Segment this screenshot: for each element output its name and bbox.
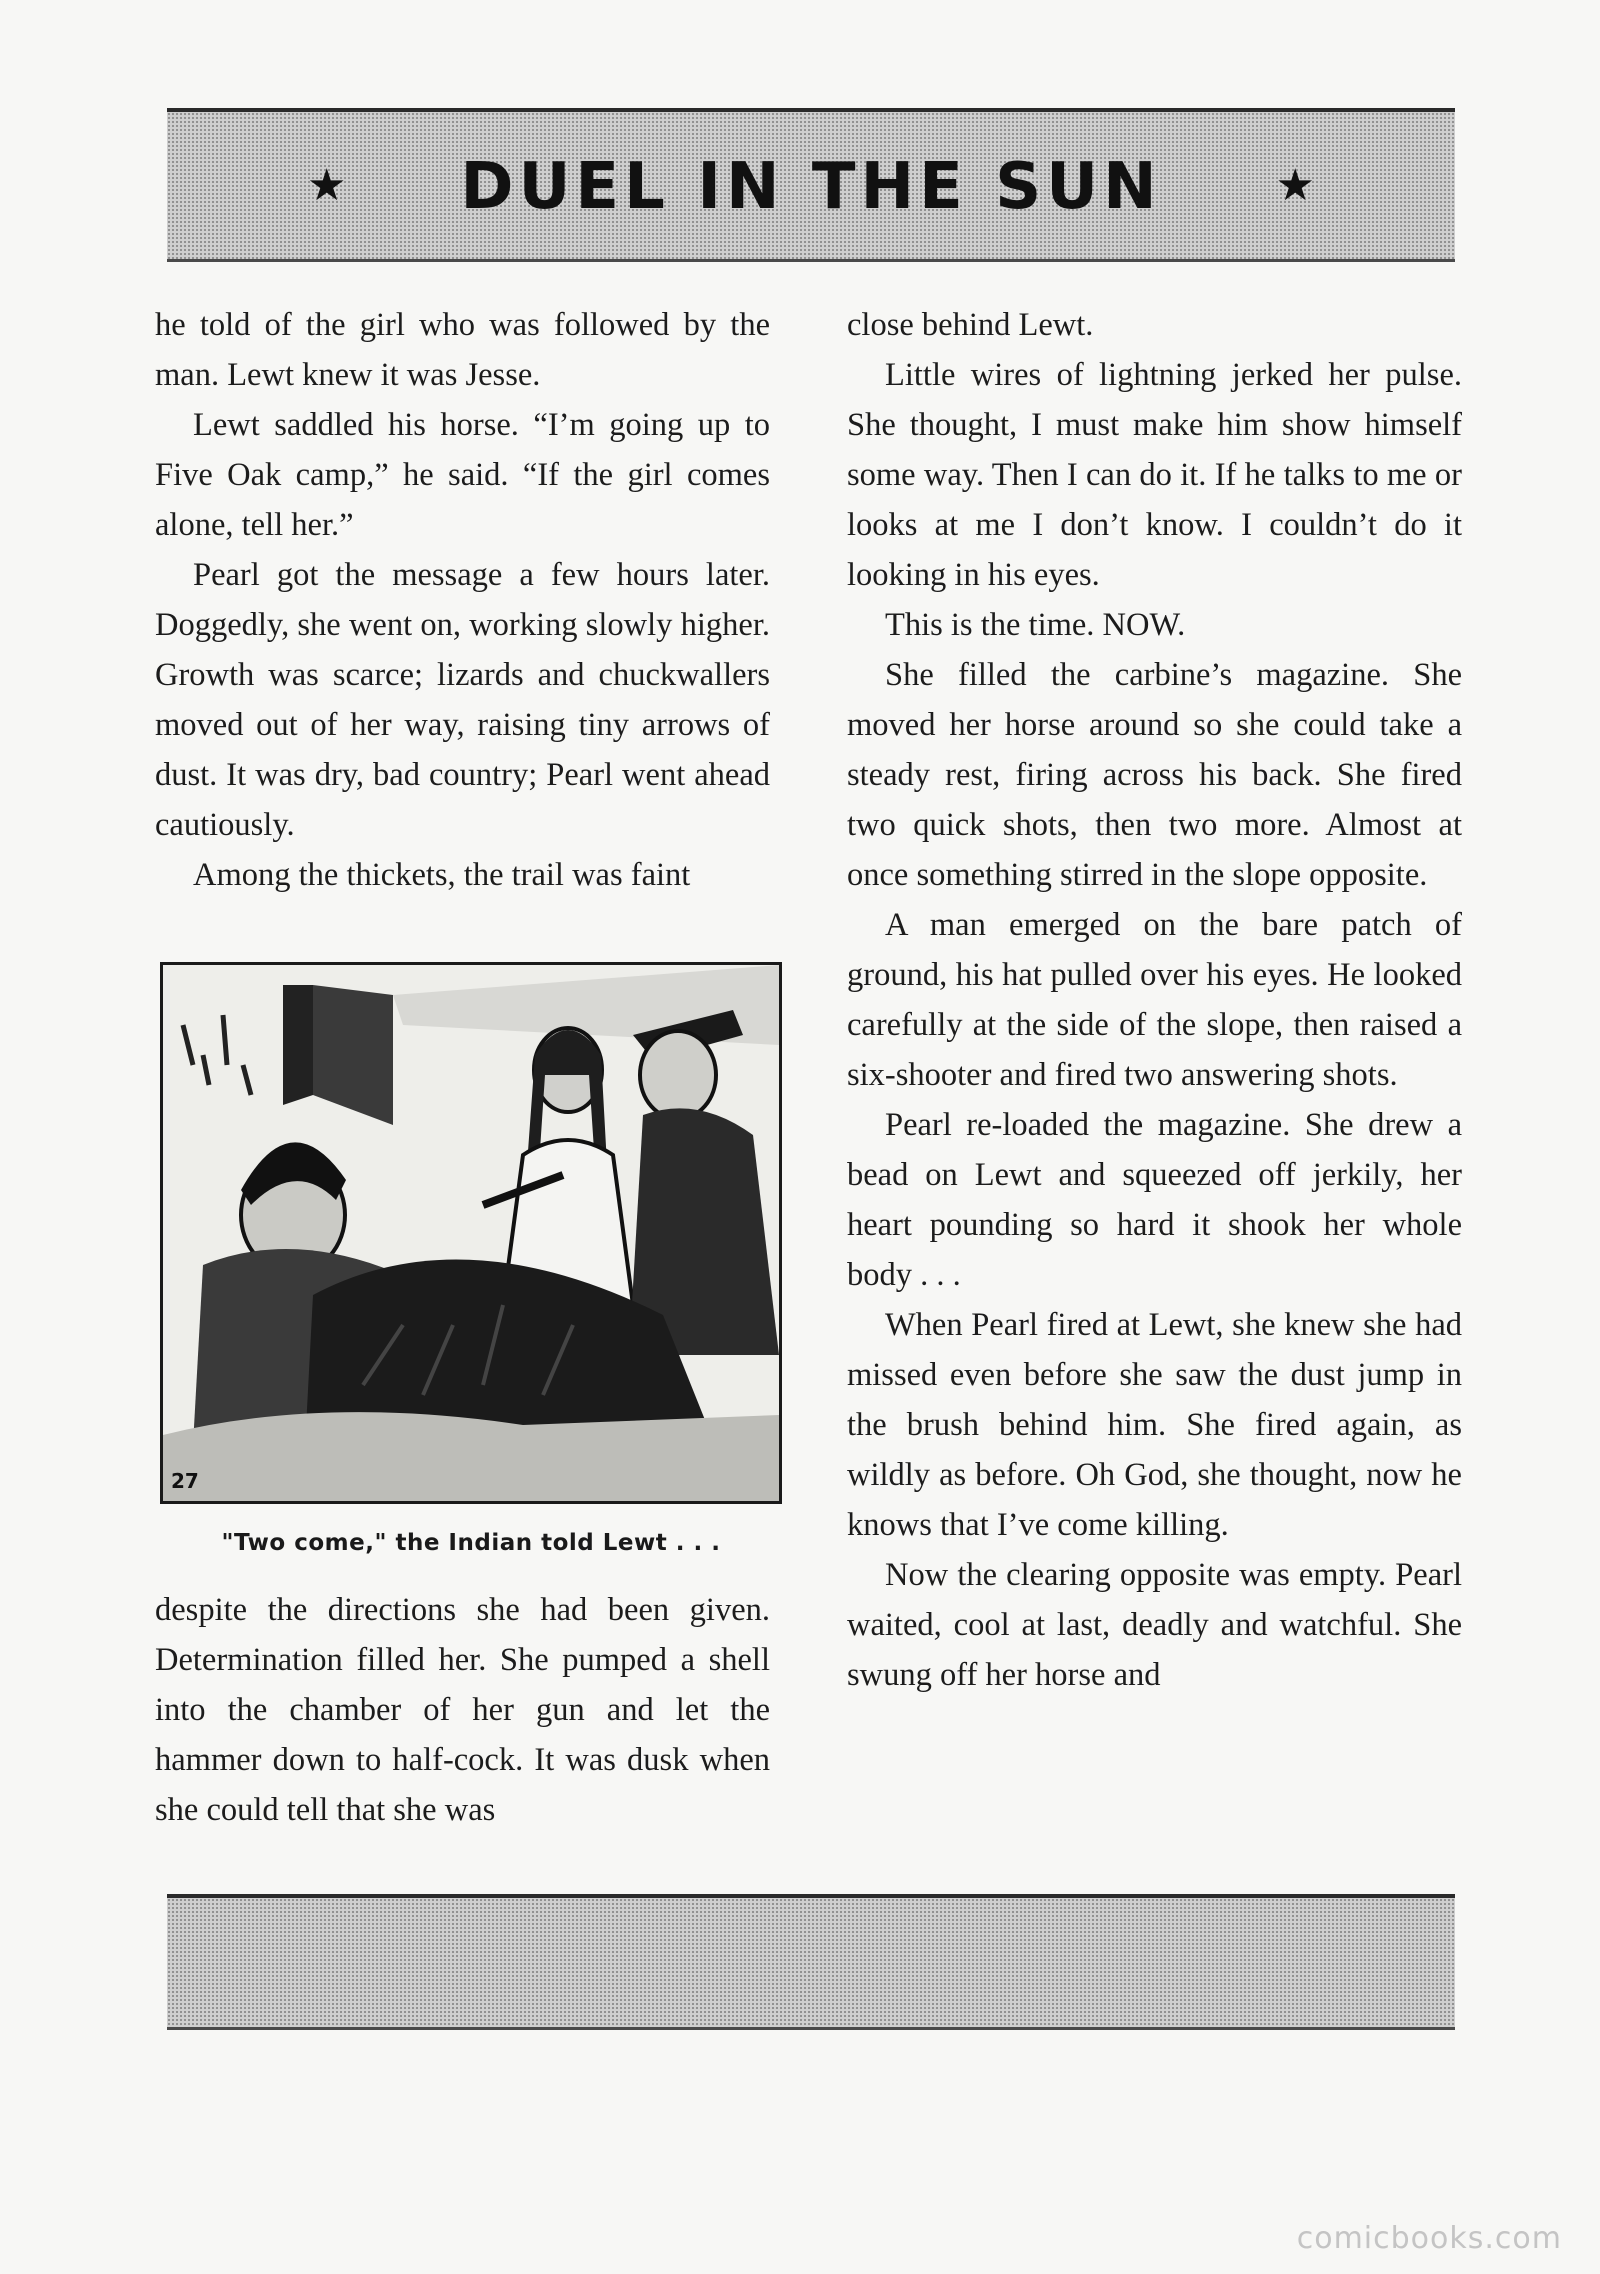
right-column <box>847 300 1462 1700</box>
paragraph: Pearl got the message a few hours later. Doggedly, she went on, working slowly higher. Growth was scarce; lizards and chuckwallers moved out of her way, raising tiny arrows of dust. It was dry, bad country; Pearl went ahead cautiously. <box>155 557 770 843</box>
illustration-drawing <box>163 965 779 1501</box>
paragraph: despite the directions she had been given. Determination filled her. She pumped a shell into the chamber of her gun and let the hammer down to half-cock. It was dusk when she could tell that she was <box>155 1592 770 1828</box>
illustration-caption: "Two come," the Indian told Lewt . . . <box>221 1530 721 1556</box>
paragraph: Lewt saddled his horse. “I’m going up to Five Oak camp,” he said. “If the girl comes alone, tell her.” <box>155 407 770 543</box>
paragraph: he told of the girl who was followed by the man. Lewt knew it was Jesse. <box>155 307 770 393</box>
page-title: DUEL IN THE SUN <box>460 150 1162 224</box>
star-icon-left: ★ <box>307 160 347 211</box>
left-column-top <box>155 300 770 900</box>
paragraph: A man emerged on the bare patch of ground, his hat pulled over his eyes. He looked carefully at the side of the slope, then raised a six-shooter and fired two answering shots. <box>847 907 1462 1093</box>
title-banner <box>167 108 1455 262</box>
watermark: comicbooks.com <box>1296 2221 1562 2256</box>
title-row <box>167 142 1455 232</box>
paragraph: Little wires of lightning jerked her pulse. She thought, I must make him show himself some way. Then I can do it. If he talks to me or looks at me I don’t know. I couldn’t do it looking in his eyes. <box>847 357 1462 593</box>
paragraph: Among the thickets, the trail was faint <box>193 857 691 893</box>
paragraph: This is the time. NOW. <box>885 607 1186 643</box>
left-column-bottom <box>155 1585 770 1835</box>
paragraph: Pearl re-loaded the magazine. She drew a bead on Lewt and squeezed off jerkily, her heart pounding so hard it shook her whole body . . . <box>847 1107 1462 1293</box>
paragraph: close behind Lewt. <box>847 307 1094 343</box>
paragraph: When Pearl fired at Lewt, she knew she had missed even before she saw the dust jump in the brush behind him. She fired again, as wildly as before. Oh God, she thought, now he knows that I’ve come killing. <box>847 1307 1462 1543</box>
illustration-panel <box>160 962 782 1504</box>
star-icon-right: ★ <box>1275 160 1315 211</box>
panel-number: 27 <box>171 1469 199 1493</box>
footer-banner <box>167 1894 1455 2030</box>
paragraph: She filled the carbine’s magazine. She moved her horse around so she could take a steady rest, firing across his back. She fired two quick shots, then two more. Almost at once something stirred in the slope opposite. <box>847 657 1462 893</box>
paragraph: Now the clearing opposite was empty. Pearl waited, cool at last, deadly and watchful. She swung off her horse and <box>847 1557 1462 1693</box>
